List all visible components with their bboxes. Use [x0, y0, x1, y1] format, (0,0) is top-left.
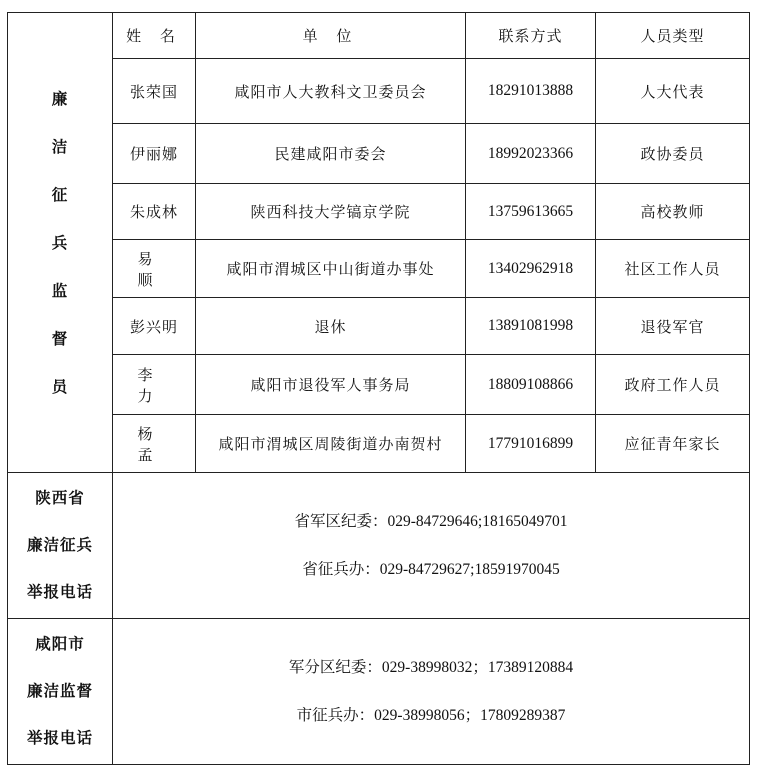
province-title	[8, 473, 113, 619]
row-type: 政府工作人员	[596, 355, 750, 415]
row-name: 张荣国	[113, 59, 196, 124]
city-contact-line: 市征兵办：029-38998056；17809289387	[296, 706, 566, 724]
city-hotline-row	[8, 619, 750, 765]
table-row	[8, 415, 750, 473]
row-unit: 陕西科技大学镐京学院	[196, 184, 466, 240]
province-contact-line: 省军区纪委：029-84729646;18165049701	[294, 512, 568, 530]
row-name: 李 力	[113, 355, 196, 415]
side-title-char: 兵	[51, 233, 69, 252]
row-name: 伊丽娜	[113, 124, 196, 184]
city-title-line: 咸阳市	[35, 635, 85, 653]
city-title	[8, 619, 113, 765]
side-title-char: 员	[51, 377, 69, 396]
row-type: 人大代表	[596, 59, 750, 124]
header-contact: 联系方式	[466, 13, 596, 59]
row-phone: 18809108866	[466, 355, 596, 415]
row-phone: 13402962918	[466, 240, 596, 298]
table-row	[8, 298, 750, 355]
row-unit: 咸阳市渭城区周陵街道办南贺村	[196, 415, 466, 473]
row-type: 退役军官	[596, 298, 750, 355]
row-name: 朱成林	[113, 184, 196, 240]
row-phone: 18291013888	[466, 59, 596, 124]
side-title-char: 廉	[51, 89, 69, 108]
header-name: 姓 名	[113, 13, 196, 59]
row-type: 政协委员	[596, 124, 750, 184]
row-type: 高校教师	[596, 184, 750, 240]
table-row	[8, 355, 750, 415]
city-contacts	[113, 619, 750, 765]
row-unit: 咸阳市退役军人事务局	[196, 355, 466, 415]
province-title-line: 举报电话	[26, 583, 93, 601]
side-title-char: 征	[51, 185, 69, 204]
table-row	[8, 59, 750, 124]
province-contact-line: 省征兵办：029-84729627;18591970045	[302, 560, 560, 578]
header-type: 人员类型	[596, 13, 750, 59]
table-row	[8, 240, 750, 298]
row-unit: 咸阳市人大教科文卫委员会	[196, 59, 466, 124]
city-title-line: 举报电话	[26, 729, 93, 747]
table-row	[8, 184, 750, 240]
row-unit: 退休	[196, 298, 466, 355]
city-contact-line: 军分区纪委：029-38998032；17389120884	[288, 658, 574, 676]
header-row	[8, 13, 750, 59]
row-name: 杨 孟	[113, 415, 196, 473]
side-title-char: 督	[51, 329, 69, 348]
row-type: 社区工作人员	[596, 240, 750, 298]
row-name: 彭兴明	[113, 298, 196, 355]
province-contacts	[113, 473, 750, 619]
side-title-char: 洁	[51, 137, 69, 156]
supervisor-table	[7, 12, 750, 765]
city-title-line: 廉洁监督	[26, 682, 93, 700]
province-title-line: 廉洁征兵	[26, 536, 93, 554]
row-phone: 13891081998	[466, 298, 596, 355]
side-title-supervisors	[8, 13, 113, 473]
row-name: 易 顺	[113, 240, 196, 298]
row-unit: 民建咸阳市委会	[196, 124, 466, 184]
table-row	[8, 124, 750, 184]
province-hotline-row	[8, 473, 750, 619]
row-type: 应征青年家长	[596, 415, 750, 473]
province-title-line: 陕西省	[35, 489, 85, 507]
row-phone: 13759613665	[466, 184, 596, 240]
row-phone: 18992023366	[466, 124, 596, 184]
row-unit: 咸阳市渭城区中山街道办事处	[196, 240, 466, 298]
header-unit: 单 位	[196, 13, 466, 59]
side-title-char: 监	[51, 281, 69, 300]
row-phone: 17791016899	[466, 415, 596, 473]
